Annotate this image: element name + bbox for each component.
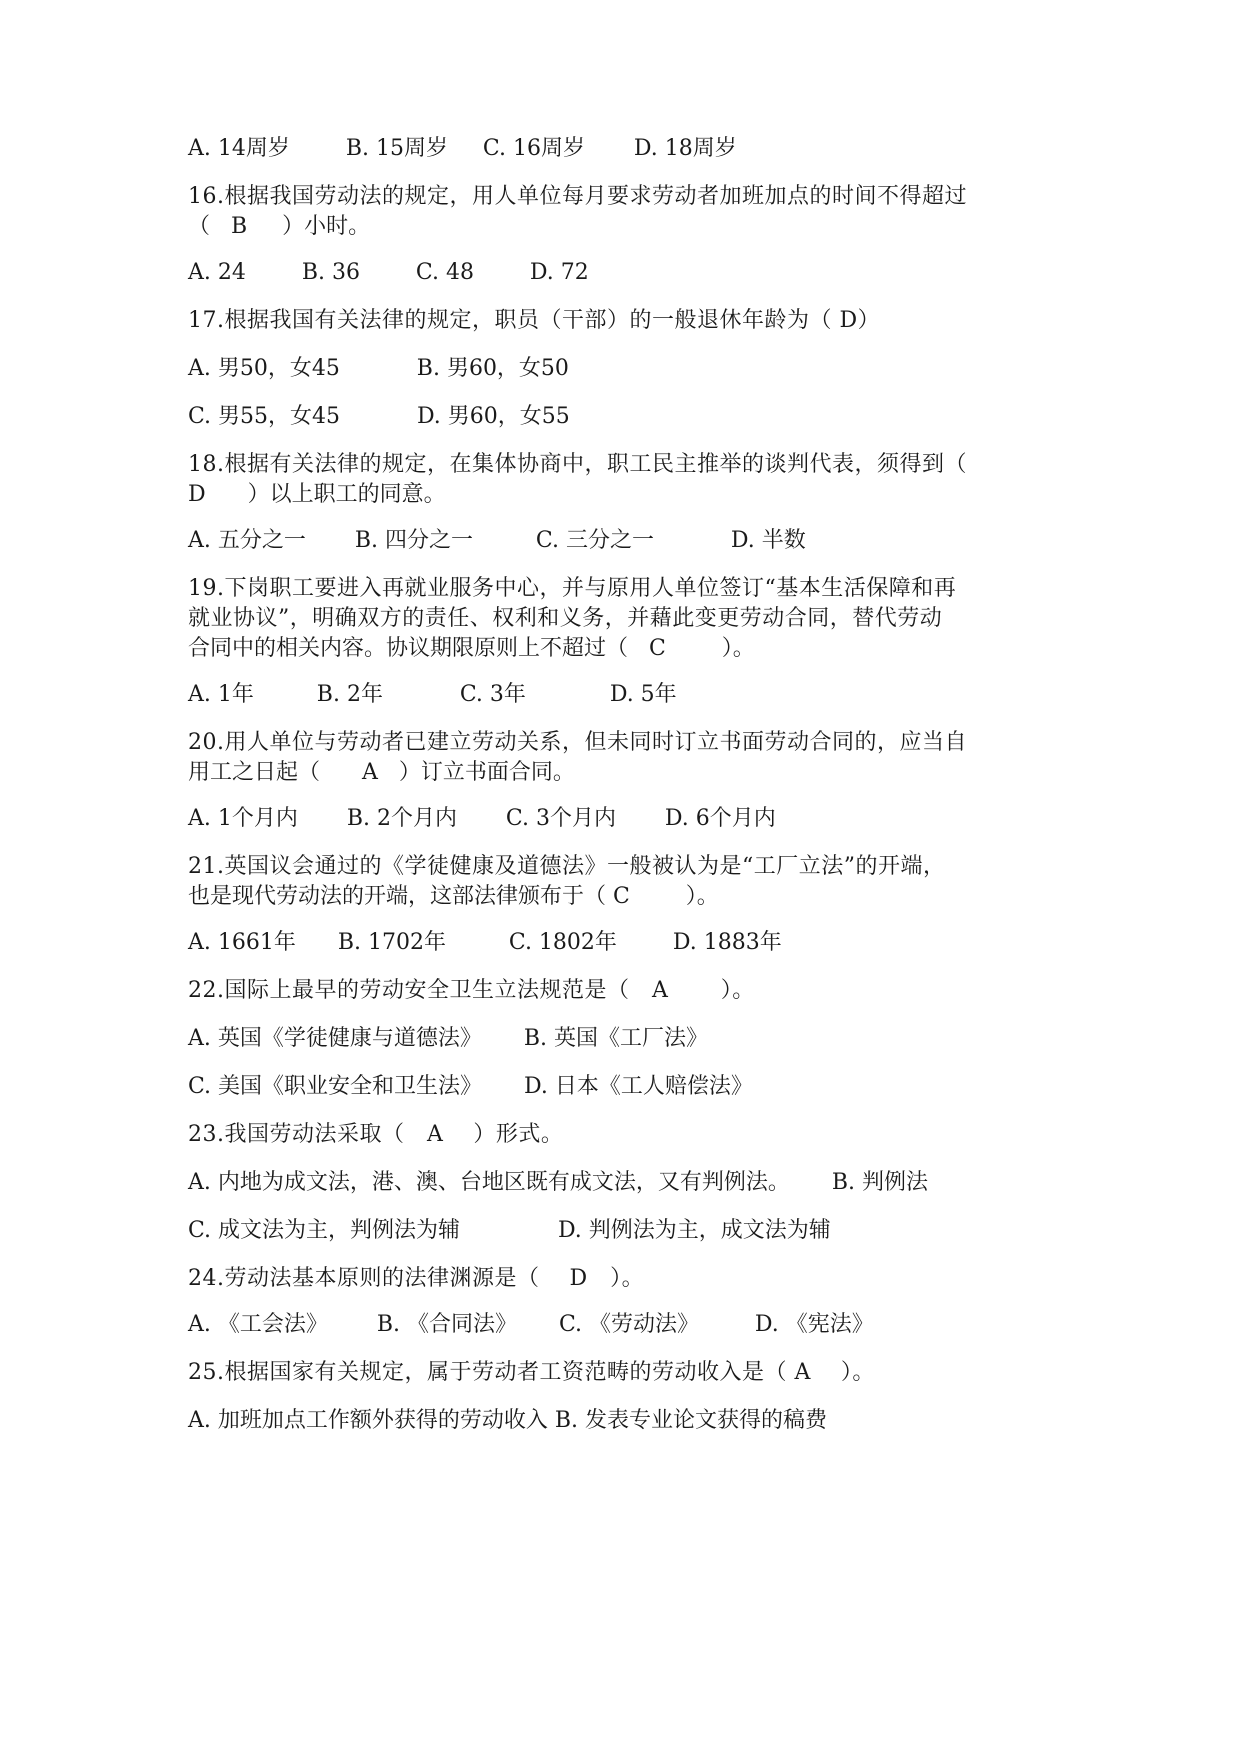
question-line: 23.我国劳动法采取（ A ）形式。 — [188, 1122, 564, 1147]
options-line: A. 加班加点工作额外获得的劳动收入 B. 发表专业论文获得的稿费 — [188, 1408, 828, 1433]
options-line: A. 24 B. 36 C. 48 D. 72 — [188, 260, 589, 285]
question-line: 22.国际上最早的劳动安全卫生立法规范是（ A ）。 — [188, 978, 755, 1003]
options-line: C. 美国《职业安全和卫生法》 D. 日本《工人赔偿法》 — [188, 1074, 753, 1099]
question-line: 19.下岗职工要进入再就业服务中心，并与原用人单位签订“基本生活保障和再 — [188, 576, 957, 601]
text-line: 就业协议”，明确双方的责任、权利和义务，并藉此变更劳动合同，替代劳动 — [188, 606, 943, 631]
options-line: C. 成文法为主，判例法为辅 D. 判例法为主，成文法为辅 — [188, 1218, 831, 1243]
options-line: A. 《工会法》 B. 《合同法》 C. 《劳动法》 D. 《宪法》 — [188, 1312, 874, 1337]
options-line: A. 英国《学徒健康与道德法》 B. 英国《工厂法》 — [188, 1026, 708, 1051]
question-line: 20.用人单位与劳动者已建立劳动关系，但未同时订立书面劳动合同的，应当自 — [188, 730, 967, 755]
question-line: 16.根据我国劳动法的规定，用人单位每月要求劳动者加班加点的时间不得超过 — [188, 184, 967, 209]
options-line: A. 内地为成文法，港、澳、台地区既有成文法，又有判例法。 B. 判例法 — [188, 1170, 928, 1195]
question-line: 25.根据国家有关规定，属于劳动者工资范畴的劳动收入是（ A ）。 — [188, 1360, 875, 1385]
text-line: 合同中的相关内容。协议期限原则上不超过（ C ）。 — [188, 636, 755, 661]
options-line: C. 男55，女45 D. 男60，女55 — [188, 404, 570, 429]
question-line: 17.根据我国有关法律的规定，职员（干部）的一般退休年龄为（ D） — [188, 308, 881, 333]
question-line: 21.英国议会通过的《学徒健康及道德法》一般被认为是“工厂立法”的开端， — [188, 854, 946, 879]
options-line: A. 1年 B. 2年 C. 3年 D. 5年 — [188, 682, 677, 707]
text-line: 用工之日起（ A ）订立书面合同。 — [188, 760, 575, 785]
question-line: 24.劳动法基本原则的法律渊源是（ D ）。 — [188, 1266, 645, 1291]
options-line: A. 五分之一 B. 四分之一 C. 三分之一 D. 半数 — [188, 528, 806, 553]
text-line: A. 14周岁 B. 15周岁 C. 16周岁 D. 18周岁 — [188, 136, 737, 161]
text-line: 也是现代劳动法的开端，这部法律颁布于（ C ）。 — [188, 884, 719, 909]
question-line: 18.根据有关法律的规定，在集体协商中，职工民主推举的谈判代表，须得到（ — [188, 452, 967, 477]
options-line: A. 1个月内 B. 2个月内 C. 3个月内 D. 6个月内 — [188, 806, 776, 831]
text-line: D ）以上职工的同意。 — [188, 482, 446, 507]
options-line: A. 1661年 B. 1702年 C. 1802年 D. 1883年 — [188, 930, 782, 955]
options-line: A. 男50，女45 B. 男60，女50 — [188, 356, 569, 381]
text-line: （ B ）小时。 — [188, 214, 371, 239]
